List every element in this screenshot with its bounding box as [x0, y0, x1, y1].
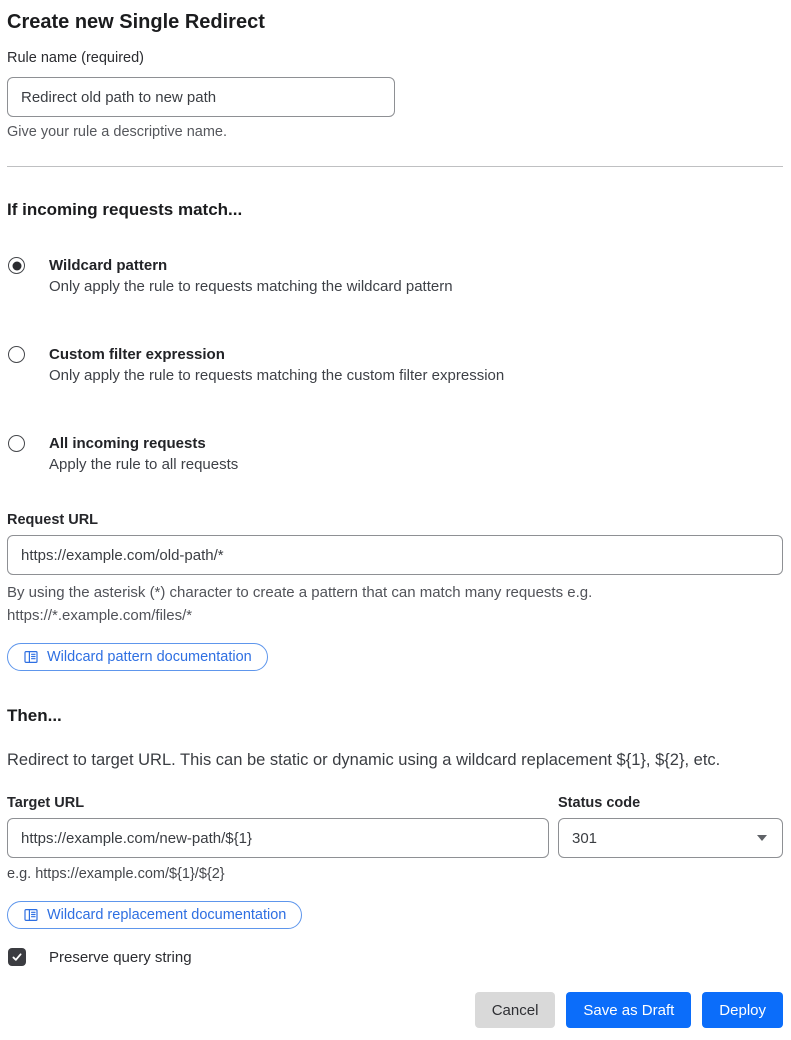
request-url-input[interactable]	[7, 535, 783, 575]
target-status-row	[7, 794, 783, 858]
request-url-helper-line1: By using the asterisk (*) character to create a pattern that can match many requests e.g.	[7, 584, 593, 601]
radio-button-icon[interactable]	[8, 435, 25, 452]
status-code-label: Status code	[558, 795, 641, 811]
radio-description: Apply the rule to all requests	[49, 456, 239, 473]
target-url-label: Target URL	[7, 795, 85, 811]
book-icon	[23, 649, 39, 665]
request-url-helper	[7, 581, 783, 627]
book-icon	[23, 907, 39, 923]
radio-button-icon[interactable]	[8, 346, 25, 363]
request-url-helper-line2: https://*.example.com/files/*	[7, 607, 193, 624]
rule-name-input[interactable]	[7, 77, 395, 117]
wildcard-replacement-doc-button[interactable]	[7, 901, 302, 929]
then-section-heading: Then...	[7, 706, 62, 725]
radio-description: Only apply the rule to requests matching the custom filter expression	[49, 367, 505, 384]
target-url-helper: e.g. https://example.com/${1}/${2}	[7, 866, 225, 882]
page-title: Create new Single Redirect	[7, 11, 265, 33]
radio-label[interactable]: Wildcard pattern	[49, 257, 168, 274]
save-as-draft-button[interactable]: Save as Draft	[566, 992, 691, 1028]
status-code-value: 301	[572, 829, 598, 847]
rule-name-label: Rule name (required)	[7, 50, 145, 66]
preserve-query-row[interactable]	[7, 948, 783, 966]
target-url-column	[7, 794, 549, 858]
radio-option-all-requests[interactable]	[7, 434, 783, 475]
rule-name-helper: Give your rule a descriptive name.	[7, 124, 228, 140]
footer-actions	[7, 992, 783, 1028]
section-divider	[7, 166, 783, 167]
target-url-input[interactable]	[7, 818, 549, 858]
status-code-select[interactable]	[558, 818, 783, 858]
cancel-button[interactable]: Cancel	[475, 992, 556, 1028]
chevron-down-icon	[757, 835, 767, 841]
radio-button-icon[interactable]	[8, 257, 25, 274]
preserve-query-label[interactable]: Preserve query string	[49, 948, 192, 966]
radio-option-wildcard-pattern[interactable]	[7, 256, 783, 297]
radio-description: Only apply the rule to requests matching the wildcard pattern	[49, 278, 453, 295]
match-type-radio-group	[7, 256, 783, 475]
radio-label[interactable]: Custom filter expression	[49, 346, 225, 363]
deploy-button[interactable]: Deploy	[702, 992, 783, 1028]
doc-button-label: Wildcard pattern documentation	[47, 649, 252, 665]
wildcard-pattern-doc-button[interactable]	[7, 643, 268, 671]
then-section-description: Redirect to target URL. This can be static or dynamic using a wildcard replacement ${1}, ${2}, etc.	[7, 751, 721, 769]
radio-option-custom-filter[interactable]	[7, 345, 783, 386]
doc-button-label: Wildcard replacement documentation	[47, 907, 287, 923]
status-code-column	[558, 794, 783, 858]
radio-label[interactable]: All incoming requests	[49, 435, 206, 452]
request-url-label: Request URL	[7, 512, 99, 528]
match-section-heading: If incoming requests match...	[7, 200, 243, 219]
checkbox-checked-icon[interactable]	[8, 948, 26, 966]
